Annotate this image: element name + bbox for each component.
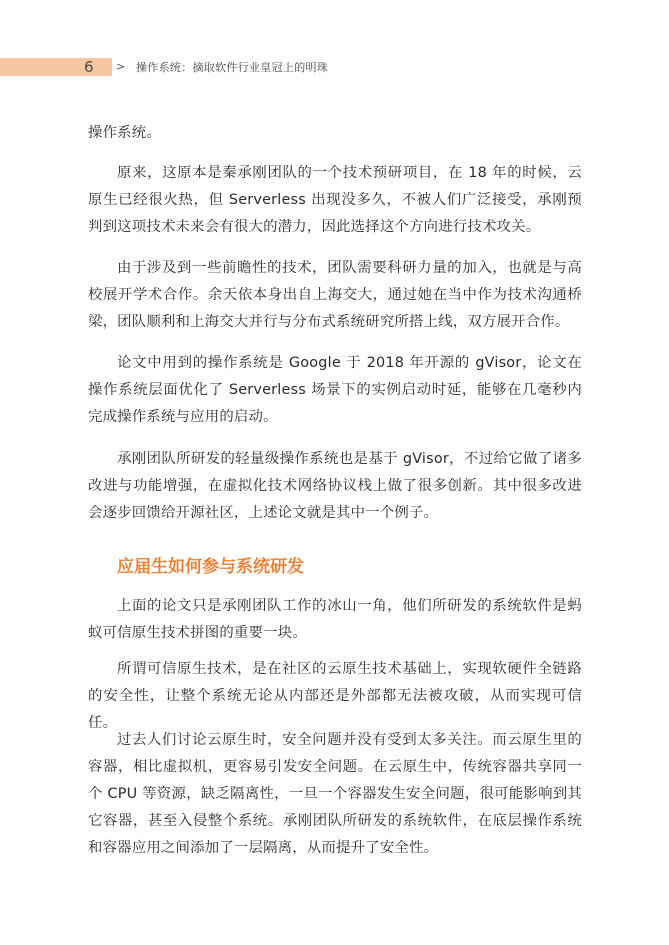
paragraph: 论文中用到的操作系统是 Google 于 2018 年开源的 gVisor，论文在操作系统层面优化了 Serverless 场景下的实例启动时延，能够在几毫秒内完成操作系统与应用的启动。 [88,355,582,425]
paragraph: 过去人们讨论云原生时，安全问题并没有受到太多关注。而云原生里的容器，相比虚拟机，更容易引发安全问题。在云原生中，传统容器共享同一个 CPU 等资源，缺乏隔离性，一旦一个容器发生安全问题，很可能影响到其它容器，甚至入侵整个系统。承刚团队所研发的系统软件，在底层操作系统和容器应用之间添加了一层隔离，从而提升了安全性。 [88,732,582,856]
paragraph: 所谓可信原生技术，是在社区的云原生技术基础上，实现软硬件全链路的安全性，让整个系统无论从内部还是外部都无法被攻破，从而实现可信任。 [88,661,582,731]
running-head: 操作系统：摘取软件行业皇冠上的明珠 [136,61,329,74]
paragraph: 由于涉及到一些前瞻性的技术，团队需要科研力量的加入，也就是与高校展开学术合作。余天依本身出自上海交大，通过她在当中作为技术沟通桥梁，团队顺利和上海交大并行与分布式系统研究所搭上线，双方展开合作。 [88,260,582,330]
paragraph: 原来，这原本是秦承刚团队的一个技术预研项目，在 18 年的时候，云原生已经很火热，但 Serverless 出现没多久，不被人们广泛接受，承刚预判到这项技术未来会有很大的潜力，因此选择这个方向进行技术攻关。 [88,165,582,235]
header-accent-band [0,58,112,76]
header-separator: > [116,60,126,73]
section-heading: 应届生如何参与系统研发 [117,557,304,577]
paragraph: 承刚团队所研发的轻量级操作系统也是基于 gVisor，不过给它做了诸多改进与功能增强，在虚拟化技术网络协议栈上做了很多创新。其中很多改进会逐步回馈给开源社区，上述论文就是其中一个例子。 [88,451,582,521]
paragraph: 上面的论文只是承刚团队工作的冰山一角，他们所研发的系统软件是蚂蚁可信原生技术拼图的重要一块。 [88,598,582,641]
page-number: 6 [84,58,94,76]
paragraph-continuation: 操作系统。 [88,125,161,141]
